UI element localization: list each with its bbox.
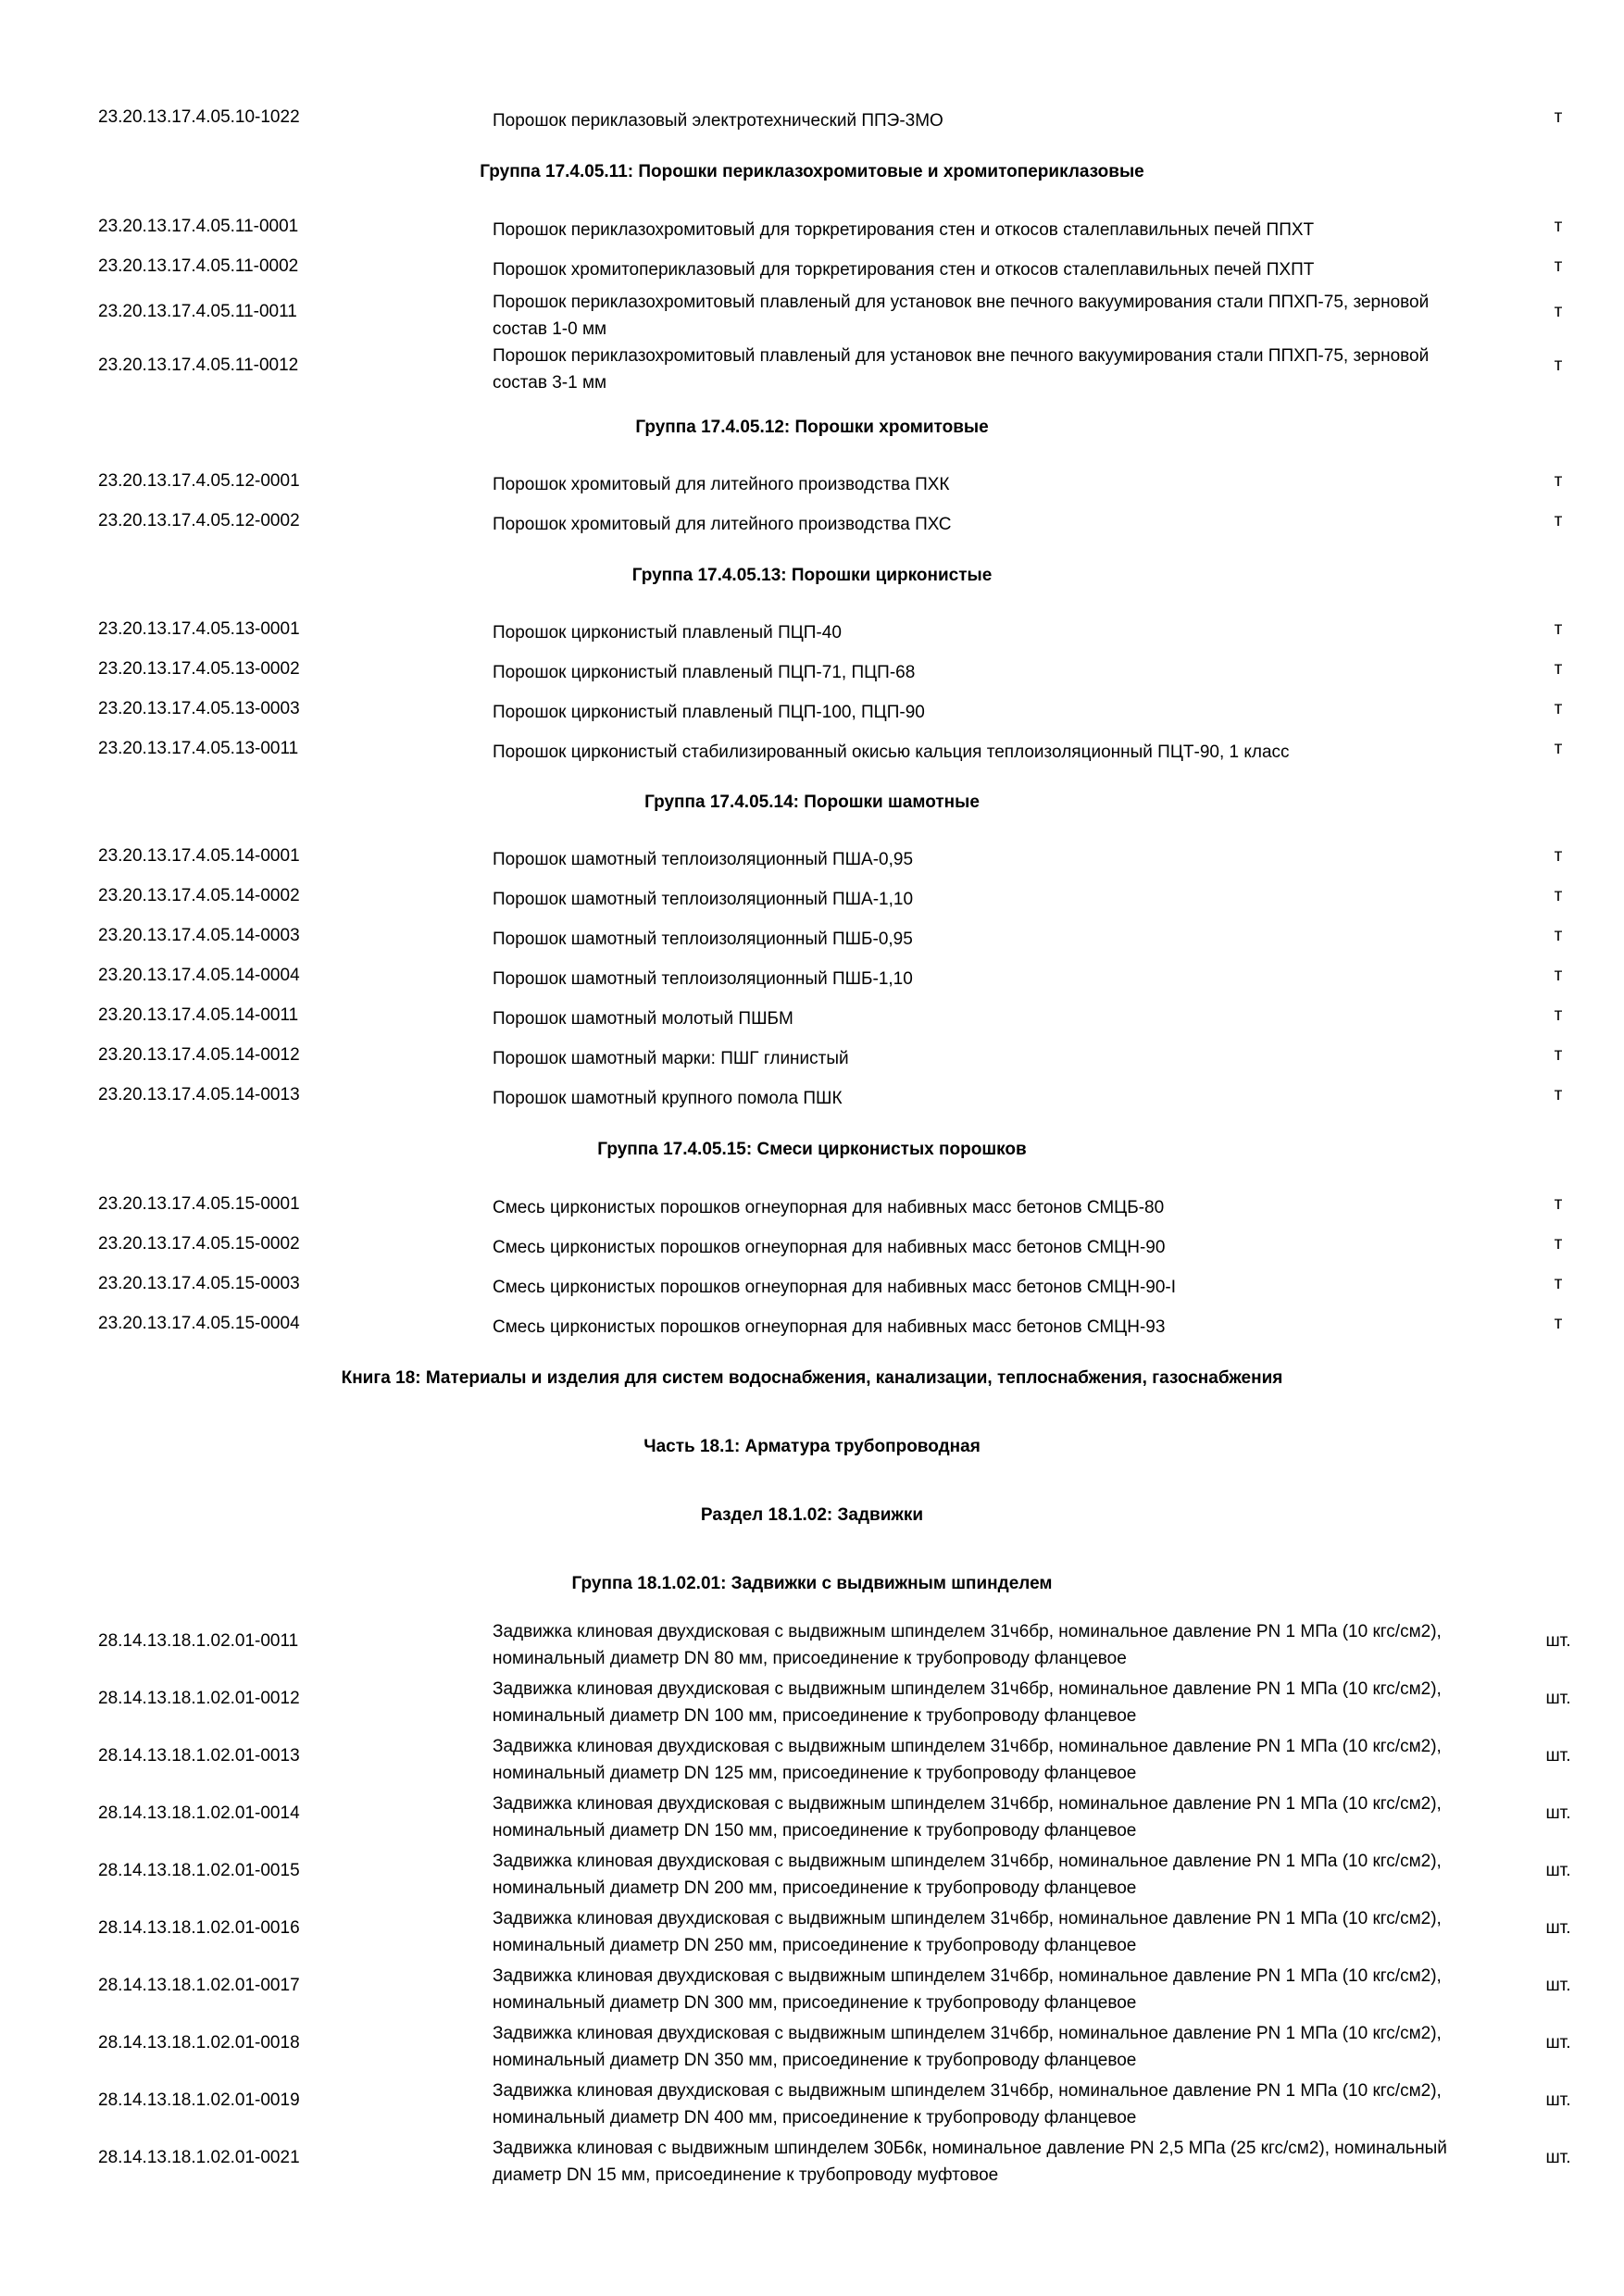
item-unit: т — [1554, 256, 1563, 276]
item-unit: шт. — [1545, 1976, 1571, 1995]
item-code: 23.20.13.17.4.05.13-0001 — [98, 619, 300, 639]
group-heading: Группа 17.4.05.15: Смеси цирконистых порошков — [597, 1140, 1027, 1159]
item-unit: т — [1554, 886, 1563, 905]
item-name: Смесь цирконистых порошков огнеупорная для набивных масс бетонов СМЦН-90-I — [493, 1278, 1177, 1297]
item-name: Порошок шамотный теплоизоляционный ПША-0,95 — [493, 850, 914, 869]
item-code: 23.20.13.17.4.05.12-0002 — [98, 511, 300, 530]
item-name: Порошок шамотный теплоизоляционный ПША-1,10 — [493, 890, 914, 909]
item-code: 23.20.13.17.4.05.14-0002 — [98, 886, 300, 905]
item-code: 23.20.13.17.4.05.14-0011 — [98, 1005, 299, 1025]
item-name: Порошок цирконистый плавленый ПЦП-100, ПЦП-90 — [493, 703, 925, 722]
item-unit: шт. — [1545, 2090, 1571, 2110]
item-name: Порошок хромитопериклазовый для торкретирования стен и откосов сталеплавильных печей ПХПТ — [493, 260, 1315, 280]
item-name: Порошок шамотный молотый ПШБМ — [493, 1009, 793, 1029]
item-code: 28.14.13.18.1.02.01-0016 — [98, 1918, 300, 1938]
item-code: 28.14.13.18.1.02.01-0013 — [98, 1746, 300, 1766]
group-heading: Группа 17.4.05.13: Порошки цирконистые — [631, 566, 993, 585]
item-name: Порошок цирконистый плавленый ПЦП-40 — [493, 623, 842, 643]
item-name: Порошок шамотный теплоизоляционный ПШБ-0,95 — [493, 930, 913, 949]
item-unit: шт. — [1545, 1918, 1571, 1938]
item-name: Задвижка клиновая с выдвижным шпинделем 30Б6к, номинальное давление PN 2,5 МПа (25 кгс/см2), номинальный диаметр DN 15 мм, присоединение к трубопроводу муфтовое — [493, 2139, 1447, 2185]
item-unit: т — [1554, 1314, 1563, 1333]
item-code: 28.14.13.18.1.02.01-0015 — [98, 1861, 300, 1880]
item-name: Задвижка клиновая двухдисковая с выдвижным шпинделем 31ч6бр, номинальное давление PN 1 МПа (10 кгс/см2), номинальный диаметр DN 300 мм, присоединение к трубопроводу фланцевое — [493, 1966, 1442, 2013]
group-heading: Группа 18.1.02.01: Задвижки с выдвижным шпинделем — [571, 1574, 1053, 1593]
item-name: Задвижка клиновая двухдисковая с выдвижным шпинделем 31ч6бр, номинальное давление PN 1 МПа (10 кгс/см2), номинальный диаметр DN 400 мм, присоединение к трубопроводу фланцевое — [493, 2081, 1442, 2128]
item-code: 23.20.13.17.4.05.11-0011 — [98, 302, 297, 321]
item-name: Порошок хромитовый для литейного производства ПХК — [493, 475, 950, 494]
item-name: Задвижка клиновая двухдисковая с выдвижным шпинделем 31ч6бр, номинальное давление PN 1 МПа (10 кгс/см2), номинальный диаметр DN 125 мм, присоединение к трубопроводу фланцевое — [493, 1737, 1442, 1783]
item-code: 23.20.13.17.4.05.15-0001 — [98, 1194, 300, 1214]
item-code: 23.20.13.17.4.05.12-0001 — [98, 471, 300, 491]
item-name: Порошок цирконистый плавленый ПЦП-71, ПЦП-68 — [493, 663, 916, 682]
item-unit: шт. — [1545, 1861, 1571, 1880]
item-name: Порошок периклазовый электротехнический ППЭ-3МО — [493, 111, 943, 131]
group-heading: Группа 17.4.05.14: Порошки шамотные — [644, 792, 980, 812]
item-unit: т — [1554, 107, 1563, 127]
item-code: 23.20.13.17.4.05.14-0001 — [98, 846, 300, 866]
item-code: 23.20.13.17.4.05.15-0003 — [98, 1274, 300, 1293]
part-heading: Часть 18.1: Арматура трубопроводная — [643, 1437, 981, 1456]
item-name: Порошок шамотный теплоизоляционный ПШБ-1,10 — [493, 969, 913, 989]
item-name: Порошок хромитовый для литейного производства ПХС — [493, 515, 952, 534]
item-unit: т — [1554, 739, 1563, 758]
item-unit: шт. — [1545, 1631, 1571, 1651]
item-unit: т — [1554, 966, 1563, 985]
item-code: 28.14.13.18.1.02.01-0017 — [98, 1976, 300, 1995]
item-name: Задвижка клиновая двухдисковая с выдвижным шпинделем 31ч6бр, номинальное давление PN 1 МПа (10 кгс/см2), номинальный диаметр DN 100 мм, присоединение к трубопроводу фланцевое — [493, 1679, 1442, 1726]
item-code: 28.14.13.18.1.02.01-0019 — [98, 2090, 300, 2110]
item-name: Порошок периклазохромитовый для торкретирования стен и откосов сталеплавильных печей ППХТ — [493, 220, 1315, 240]
item-name: Порошок цирконистый стабилизированный окисью кальция теплоизоляционный ПЦТ-90, 1 класс — [493, 742, 1290, 762]
item-unit: шт. — [1545, 2148, 1571, 2167]
item-name: Задвижка клиновая двухдисковая с выдвижным шпинделем 31ч6бр, номинальное давление PN 1 МПа (10 кгс/см2), номинальный диаметр DN 200 мм, присоединение к трубопроводу фланцевое — [493, 1852, 1442, 1898]
item-code: 23.20.13.17.4.05.14-0004 — [98, 966, 300, 985]
item-unit: т — [1554, 1085, 1563, 1104]
item-unit: т — [1554, 471, 1563, 491]
item-unit: т — [1554, 1194, 1563, 1214]
item-code: 28.14.13.18.1.02.01-0012 — [98, 1689, 300, 1708]
group-heading: Группа 17.4.05.12: Порошки хромитовые — [635, 418, 989, 437]
item-unit: т — [1554, 302, 1563, 321]
item-unit: шт. — [1545, 1689, 1571, 1708]
item-unit: шт. — [1545, 2033, 1571, 2053]
item-code: 28.14.13.18.1.02.01-0018 — [98, 2033, 300, 2053]
item-unit: т — [1554, 926, 1563, 945]
item-code: 28.14.13.18.1.02.01-0014 — [98, 1803, 300, 1823]
item-name: Задвижка клиновая двухдисковая с выдвижным шпинделем 31ч6бр, номинальное давление PN 1 МПа (10 кгс/см2), номинальный диаметр DN 150 мм, присоединение к трубопроводу фланцевое — [493, 1794, 1442, 1841]
item-unit: т — [1554, 1234, 1563, 1254]
group-heading: Группа 17.4.05.11: Порошки периклазохромитовые и хромитопериклазовые — [480, 162, 1144, 181]
section-heading: Раздел 18.1.02: Задвижки — [700, 1505, 924, 1525]
item-unit: т — [1554, 699, 1563, 718]
item-unit: шт. — [1545, 1746, 1571, 1766]
item-name: Порошок периклазохромитовый плавленый для установок вне печного вакуумирования стали ППХП-75, зерновой состав 3-1 мм — [493, 346, 1430, 393]
item-code: 23.20.13.17.4.05.13-0002 — [98, 659, 300, 679]
item-name: Задвижка клиновая двухдисковая с выдвижным шпинделем 31ч6бр, номинальное давление PN 1 МПа (10 кгс/см2), номинальный диаметр DN 250 мм, присоединение к трубопроводу фланцевое — [493, 1909, 1442, 1955]
item-code: 28.14.13.18.1.02.01-0021 — [98, 2148, 300, 2167]
book-heading: Книга 18: Материалы и изделия для систем водоснабжения, канализации, теплоснабжения, газоснабжения — [341, 1368, 1283, 1388]
item-name: Задвижка клиновая двухдисковая с выдвижным шпинделем 31ч6бр, номинальное давление PN 1 МПа (10 кгс/см2), номинальный диаметр DN 80 мм, присоединение к трубопроводу фланцевое — [493, 1622, 1442, 1668]
item-unit: т — [1554, 846, 1563, 866]
item-name: Задвижка клиновая двухдисковая с выдвижным шпинделем 31ч6бр, номинальное давление PN 1 МПа (10 кгс/см2), номинальный диаметр DN 350 мм, присоединение к трубопроводу фланцевое — [493, 2024, 1442, 2070]
item-unit: т — [1554, 1005, 1563, 1025]
item-name: Порошок периклазохромитовый плавленый для установок вне печного вакуумирования стали ППХП-75, зерновой состав 1-0 мм — [493, 293, 1430, 339]
item-unit: т — [1554, 217, 1563, 236]
item-code: 28.14.13.18.1.02.01-0011 — [98, 1631, 299, 1651]
item-name: Смесь цирконистых порошков огнеупорная для набивных масс бетонов СМЦН-90 — [493, 1238, 1166, 1257]
item-unit: т — [1554, 511, 1563, 530]
item-unit: т — [1554, 1274, 1563, 1293]
item-code: 23.20.13.17.4.05.11-0001 — [98, 217, 299, 236]
item-code: 23.20.13.17.4.05.10-1022 — [98, 107, 300, 127]
item-code: 23.20.13.17.4.05.13-0011 — [98, 739, 299, 758]
item-code: 23.20.13.17.4.05.15-0004 — [98, 1314, 300, 1333]
item-name: Смесь цирконистых порошков огнеупорная для набивных масс бетонов СМЦБ-80 — [493, 1198, 1165, 1217]
item-name: Смесь цирконистых порошков огнеупорная для набивных масс бетонов СМЦН-93 — [493, 1317, 1166, 1337]
item-code: 23.20.13.17.4.05.11-0012 — [98, 356, 299, 375]
item-code: 23.20.13.17.4.05.14-0003 — [98, 926, 300, 945]
item-name: Порошок шамотный крупного помола ПШК — [493, 1089, 843, 1108]
item-unit: т — [1554, 356, 1563, 375]
item-code: 23.20.13.17.4.05.15-0002 — [98, 1234, 300, 1254]
item-code: 23.20.13.17.4.05.14-0012 — [98, 1045, 300, 1065]
item-code: 23.20.13.17.4.05.14-0013 — [98, 1085, 300, 1104]
item-unit: т — [1554, 619, 1563, 639]
item-name: Порошок шамотный марки: ПШГ глинистый — [493, 1049, 849, 1068]
item-code: 23.20.13.17.4.05.13-0003 — [98, 699, 300, 718]
item-code: 23.20.13.17.4.05.11-0002 — [98, 256, 299, 276]
item-unit: т — [1554, 1045, 1563, 1065]
item-unit: т — [1554, 659, 1563, 679]
item-unit: шт. — [1545, 1803, 1571, 1823]
